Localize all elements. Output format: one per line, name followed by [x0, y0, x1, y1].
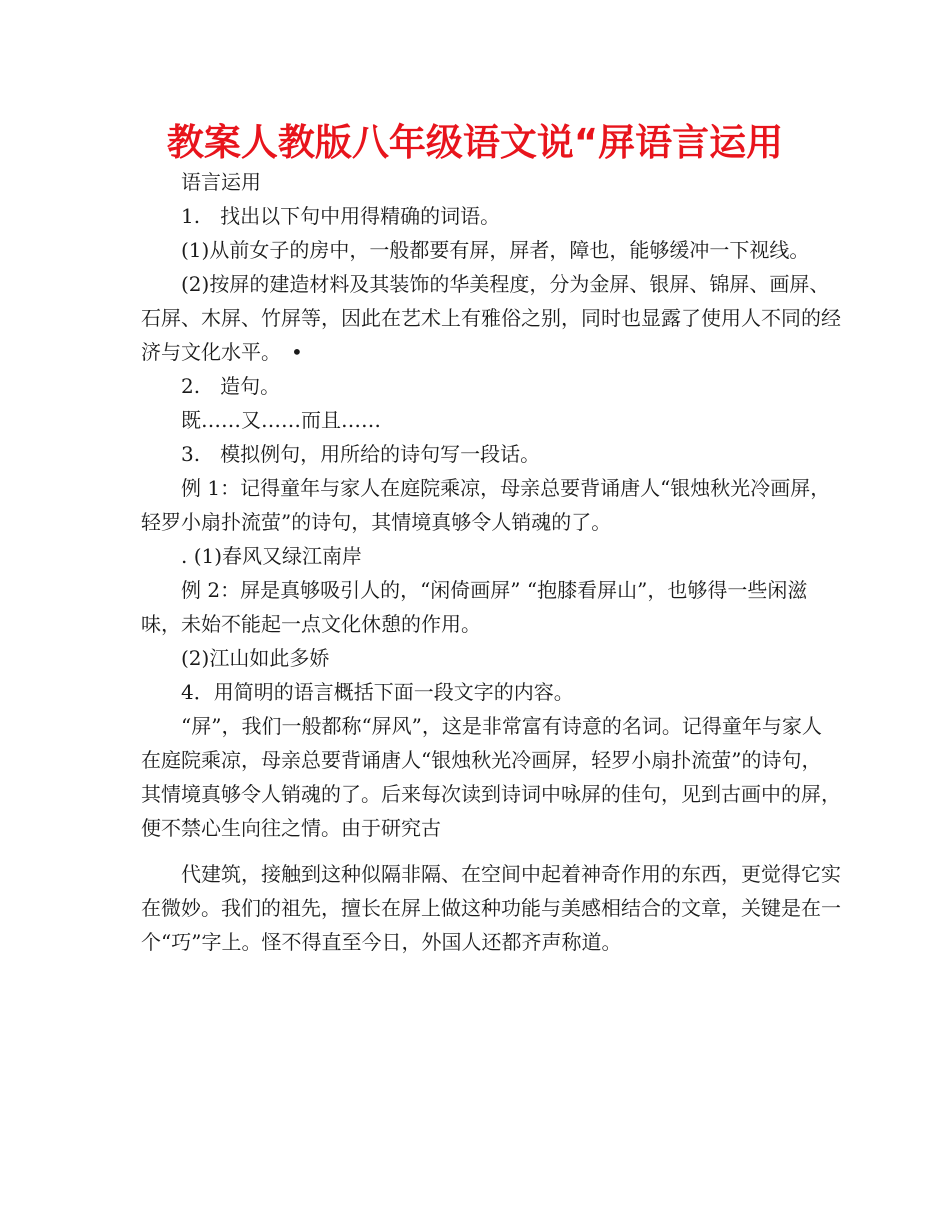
passage-part-1: “屏”，我们一般都称“屏风”，这是非常富有诗意的名词。记得童年与家人在庭院乘凉，母亲总要背诵唐人“银烛秋光冷画屏，轻罗小扇扑流萤”的诗句，其情境真够令人销魂的了。后来每次读到诗词中咏屏的佳句，见到古画中的屏，便不禁心生向往之情。由于研究古: [141, 714, 841, 840]
section-heading: 语言运用: [181, 170, 261, 194]
example-1: 例 1：记得童年与家人在庭院乘凉，母亲总要背诵唐人“银烛秋光冷画屏，轻罗小扇扑流萤”的诗句，其情境真够令人销魂的了。: [141, 476, 831, 534]
document-title: 教案人教版八年级语文说“屏语言运用: [166, 121, 784, 164]
passage-part-2: 代建筑，接触到这种似隔非隔、在空间中起着神奇作用的东西，更觉得它实在微妙。我们的祖先，擅长在屏上做这种功能与美感相结合的文章，关键是在一个“巧”字上。怪不得直至今日，外国人还都齐声称道。: [141, 862, 841, 954]
question-3: 3. 模拟例句，用所给的诗句写一段话。: [181, 442, 541, 466]
question-1-item-1: (1)从前女子的房中，一般都要有屏，屏者，障也，能够缓冲一下视线。: [181, 238, 810, 262]
question-2-pattern: 既……又……而且……: [181, 408, 381, 432]
question-4: 4．用简明的语言概括下面一段文字的内容。: [181, 680, 574, 704]
example-2: 例 2：屏是真够吸引人的，“闲倚画屏” “抱膝看屏山”，也够得一些闲滋味，未始不能起一点文化休憩的作用。: [141, 578, 808, 636]
question-1: 1. 找出以下句中用得精确的词语。: [181, 204, 501, 228]
question-2: 2. 造句。: [181, 374, 281, 398]
question-3-item-2: (2)江山如此多娇: [181, 646, 330, 670]
document-body: [141, 165, 841, 959]
question-3-item-1: . (1)春风又绿江南岸: [181, 544, 363, 568]
question-1-item-2: (2)按屏的建造材料及其装饰的华美程度，分为金屏、银屏、锦屏、画屏、石屏、木屏、竹屏等，因此在艺术上有雅俗之别，同时也显露了使用人不同的经济与文化水平。 •: [141, 272, 841, 364]
